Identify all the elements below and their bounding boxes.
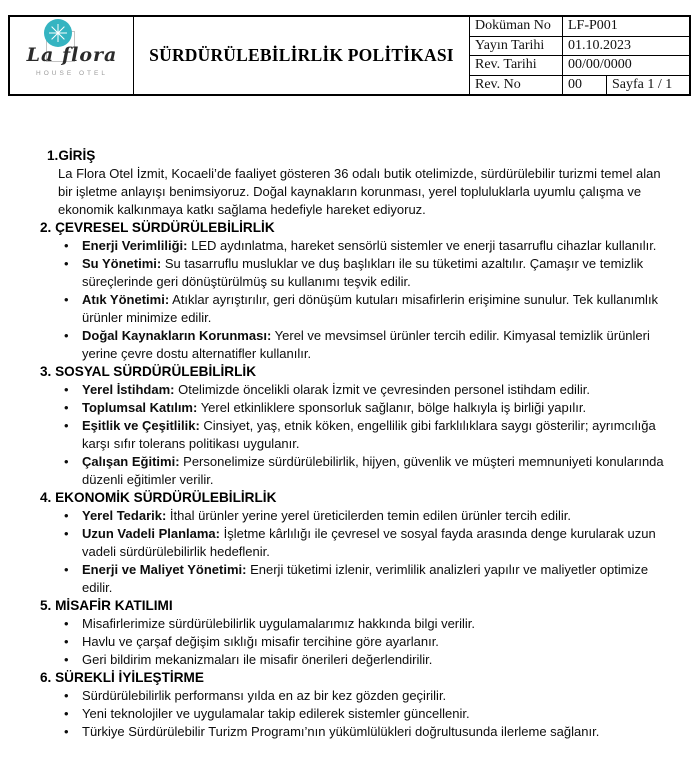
meta-row-rev-tarihi: [470, 56, 689, 76]
bullet-text: Atıklar ayrıştırılır, geri dönüşüm kutuları misafirlerin erişimine sunulur. Tek kullanımlık ürünler minimize edilir.: [82, 292, 659, 325]
bullet-item: [40, 291, 673, 327]
bullet-list: [40, 507, 673, 597]
bullet-text: Otelimizde öncelikli olarak İzmit ve çevresinden personel istihdam edilir.: [174, 382, 590, 397]
bullet-item: [40, 381, 673, 399]
bullet-text: Geri bildirim mekanizmaları ile misafir önerileri değerlendirilir.: [82, 652, 433, 667]
section-ekonomik: [40, 489, 673, 597]
section-surekli-iyilestirme: [40, 669, 673, 741]
bullet-text: Yerel ve mevsimsel ürünler tercih edilir. Kimyasal temizlik ürünleri yerine çevre dostu alternatifler kullanılır.: [82, 328, 650, 361]
bullet-item: [40, 453, 673, 489]
bullet-text: Su tasarruflu musluklar ve duş başlıkları ile su tüketimi azaltılır. Çamaşır ve temizlik süreçlerinde geri dönüştürülmüş su kullanımı teşvik edilir.: [82, 256, 644, 289]
document-body: [0, 147, 699, 741]
bullet-lead: Toplumsal Katılım:: [82, 400, 198, 415]
bullet-text: Misafirlerimize sürdürülebilirlik uygulamalarımız hakkında bilgi verilir.: [82, 616, 476, 631]
bullet-text: Enerji tüketimi izlenir, verimlilik analizleri yapılır ve maliyetler optimize edilir.: [82, 562, 649, 595]
bullet-item: [40, 615, 673, 633]
section-heading: 5. MİSAFİR KATILIMI: [40, 598, 173, 613]
bullet-lead: Çalışan Eğitimi:: [82, 454, 180, 469]
bullet-text: Yeni teknolojiler ve uygulamalar takip edilerek sistemler güncellenir.: [82, 706, 470, 721]
bullet-item: [40, 417, 673, 453]
section-heading: 2. ÇEVRESEL SÜRDÜRÜLEBİLİRLİK: [40, 220, 275, 235]
bullet-item: [40, 651, 673, 669]
bullet-list: [40, 615, 673, 669]
brand-name-script: La flora: [26, 44, 118, 66]
section-heading: 3. SOSYAL SÜRDÜRÜLEBİLİRLİK: [40, 364, 257, 379]
bullet-lead: Atık Yönetimi:: [82, 292, 170, 307]
bullet-item: [40, 255, 673, 291]
bullet-item: [40, 399, 673, 417]
section-cevresel: [40, 219, 673, 363]
bullet-lead: Doğal Kaynakların Korunması:: [82, 328, 272, 343]
bullet-lead: Yerel İstihdam:: [82, 382, 175, 397]
bullet-text: Türkiye Sürdürülebilir Turizm Programı’nın yükümlülükleri doğrultusunda ilerleme sağlanır.: [82, 724, 600, 739]
bullet-list: [40, 237, 673, 363]
meta-value-rev-no: 00: [563, 76, 607, 95]
meta-row-yayin-tarihi: [470, 37, 689, 57]
document-title: SÜRDÜRÜLEBİLİRLİK POLİTİKASI: [149, 45, 454, 65]
document-header-table: [8, 15, 691, 96]
bullet-text: İthal ürünler yerine yerel üreticilerden temin edilen ürünler tercih edilir.: [166, 508, 571, 523]
bullet-text: Sürdürülebilirlik performansı yılda en az bir kez gözden geçirilir.: [82, 688, 447, 703]
brand-logo: [10, 17, 133, 94]
bullet-item: [40, 507, 673, 525]
section-paragraph: La Flora Otel İzmit, Kocaeli’de faaliyet gösteren 36 odalı butik otelimizde, sürdürülebilir turizmi temel alan bir işletme anlayışı benimsiyoruz. Doğal kaynakların korunması, yerel topluluklarla uyumlu çalışma ve ekonomik kalkınmaya katkı sağlama hedefiyle hareket ediyoruz.: [58, 166, 661, 217]
meta-label: Yayın Tarihi: [470, 37, 563, 56]
section-giris: [40, 147, 673, 219]
section-heading: 4. EKONOMİK SÜRDÜRÜLEBİLİRLİK: [40, 490, 277, 505]
bullet-text: İşletme kârlılığı ile çevresel ve sosyal fayda arasında denge kurularak uzun vadeli sürdürülebilirlik hedeflenir.: [82, 526, 656, 559]
meta-value: 01.10.2023: [568, 37, 631, 53]
bullet-item: [40, 705, 673, 723]
bullet-lead: Yerel Tedarik:: [82, 508, 167, 523]
meta-value-page-number: Sayfa 1 / 1: [612, 76, 673, 92]
brand-subtitle: HOUSE OTEL: [36, 70, 108, 77]
bullet-lead: Enerji ve Maliyet Yönetimi:: [82, 562, 247, 577]
bullet-list: [40, 381, 673, 489]
section-misafir: [40, 597, 673, 669]
meta-row-dokuman-no: [470, 17, 689, 37]
bullet-lead: Eşitlik ve Çeşitlilik:: [82, 418, 200, 433]
bullet-item: [40, 687, 673, 705]
meta-value: 00/00/0000: [568, 57, 632, 73]
bullet-item: [40, 237, 673, 255]
bullet-text: LED aydınlatma, hareket sensörlü sistemler ve enerji tasarruflu cihazlar kullanılır.: [187, 238, 657, 253]
meta-value: LF-P001: [568, 18, 618, 34]
section-heading: 1.GİRİŞ: [47, 148, 96, 163]
document-meta-table: [470, 17, 689, 94]
bullet-list: [40, 687, 673, 741]
meta-label: Rev. Tarihi: [470, 56, 563, 75]
bullet-item: [40, 723, 673, 741]
bullet-lead: Enerji Verimliliği:: [82, 238, 188, 253]
bullet-item: [40, 633, 673, 651]
bullet-text: Cinsiyet, yaş, etnik köken, engellilik gibi farklılıklara saygı gösterilir; ayrımcılığa karşı sıfır tolerans politikası uygulanır.: [82, 418, 656, 451]
bullet-text: Yerel etkinliklere sponsorluk sağlanır, bölge halkıyla iş birliği yapılır.: [197, 400, 587, 415]
logo-cell: [10, 17, 134, 94]
bullet-item: [40, 525, 673, 561]
section-sosyal: [40, 363, 673, 489]
meta-label: Rev. No: [470, 76, 563, 95]
section-heading: 6. SÜREKLİ İYİLEŞTİRME: [40, 670, 204, 685]
bullet-item: [40, 327, 673, 363]
meta-label: Doküman No: [470, 17, 563, 36]
flower-asterisk-icon: [44, 19, 72, 47]
bullet-item: [40, 561, 673, 597]
meta-row-rev-no: [470, 76, 689, 95]
bullet-lead: Uzun Vadeli Planlama:: [82, 526, 220, 541]
bullet-text: Havlu ve çarşaf değişim sıklığı misafir tercihine göre ayarlanır.: [82, 634, 439, 649]
title-cell: [134, 17, 470, 94]
bullet-text: Personelimize sürdürülebilirlik, hijyen, güvenlik ve müşteri memnuniyeti konularında düzenli eğitimler verilir.: [82, 454, 664, 487]
bullet-lead: Su Yönetimi:: [82, 256, 162, 271]
